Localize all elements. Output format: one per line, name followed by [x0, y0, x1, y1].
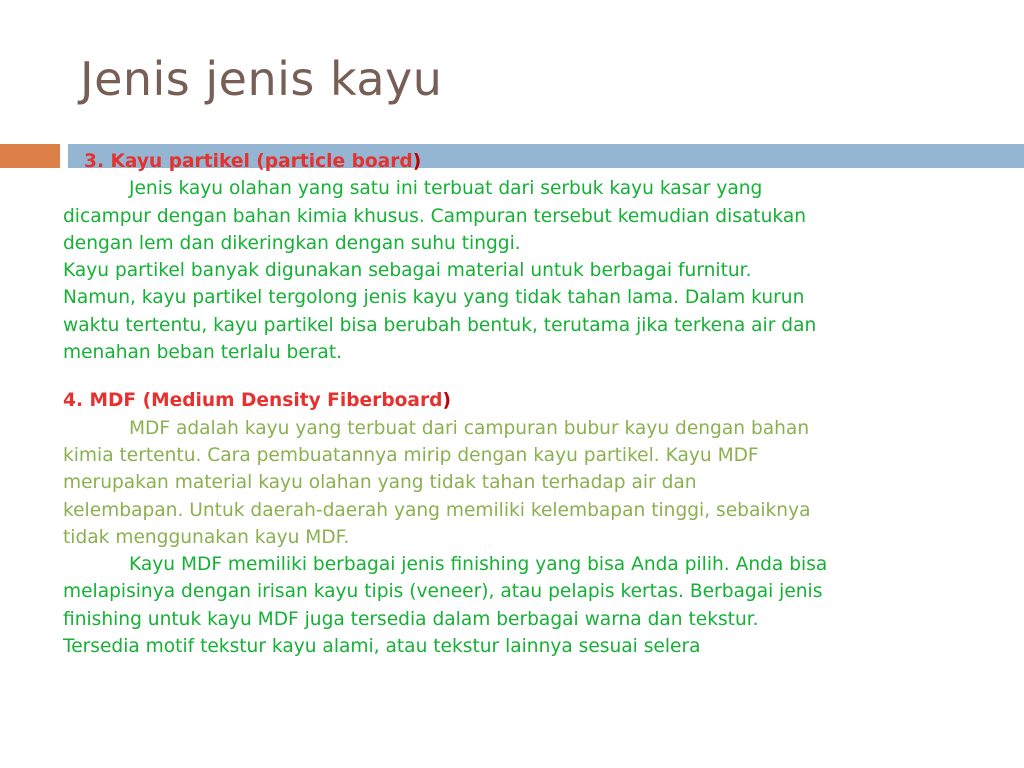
text-line: Namun, kayu partikel tergolong jenis kayu yang tidak tahan lama. Dalam kurun [63, 287, 805, 309]
paragraph-kayu-partikel-usage [63, 257, 993, 366]
slide-body [63, 148, 993, 660]
text-line: MDF adalah kayu yang terbuat dari campuran bubur kayu dengan bahan [129, 417, 810, 439]
text-line: dengan lem dan dikeringkan dengan suhu tinggi. [63, 232, 521, 254]
section-heading-paren: ) [412, 151, 422, 172]
text-line: merupakan material kayu olahan yang tidak tahan terhadap air dan [63, 472, 697, 494]
text-line: Kayu MDF memiliki berbagai jenis finishing yang bisa Anda pilih. Anda bisa [129, 554, 828, 576]
text-line: menahan beban terlalu berat. [63, 342, 343, 364]
section-heading-text: 4. MDF (Medium Density Fiberboard [63, 390, 443, 412]
text-line: Jenis kayu olahan yang satu ini terbuat dari serbuk kayu kasar yang [129, 178, 763, 200]
paragraph-kayu-partikel-definition [63, 175, 993, 257]
accent-bar-orange [0, 144, 60, 168]
text-line: waktu tertentu, kayu partikel bisa berubah bentuk, terutama jika terkena air dan [63, 314, 817, 336]
text-line: kimia tertentu. Cara pembuatannya mirip dengan kayu partikel. Kayu MDF [63, 444, 759, 466]
text-line: Kayu partikel banyak digunakan sebagai material untuk berbagai furnitur. [63, 260, 752, 282]
paragraph-mdf-definition [63, 415, 993, 551]
paragraph-mdf-finishing [63, 551, 993, 660]
text-line: melapisinya dengan irisan kayu tipis (veneer), atau pelapis kertas. Berbagai jenis [63, 581, 823, 603]
slide-title: Jenis jenis kayu [80, 52, 443, 106]
text-line: finishing untuk kayu MDF juga tersedia dalam berbagai warna dan tekstur. [63, 608, 759, 630]
section-heading-paren: ) [442, 390, 451, 412]
section-heading-text: 3. Kayu partikel (particle board [84, 151, 413, 172]
text-line: kelembapan. Untuk daerah-daerah yang memiliki kelembapan tinggi, sebaiknya [63, 499, 811, 521]
section-heading-kayu-partikel [63, 148, 993, 175]
section-heading-mdf [63, 387, 993, 414]
text-line: tidak menggunakan kayu MDF. [63, 526, 350, 548]
text-line: dicampur dengan bahan kimia khusus. Campuran tersebut kemudian disatukan [63, 205, 807, 227]
text-line: Tersedia motif tekstur kayu alami, atau tekstur lainnya sesuai selera [63, 636, 701, 658]
